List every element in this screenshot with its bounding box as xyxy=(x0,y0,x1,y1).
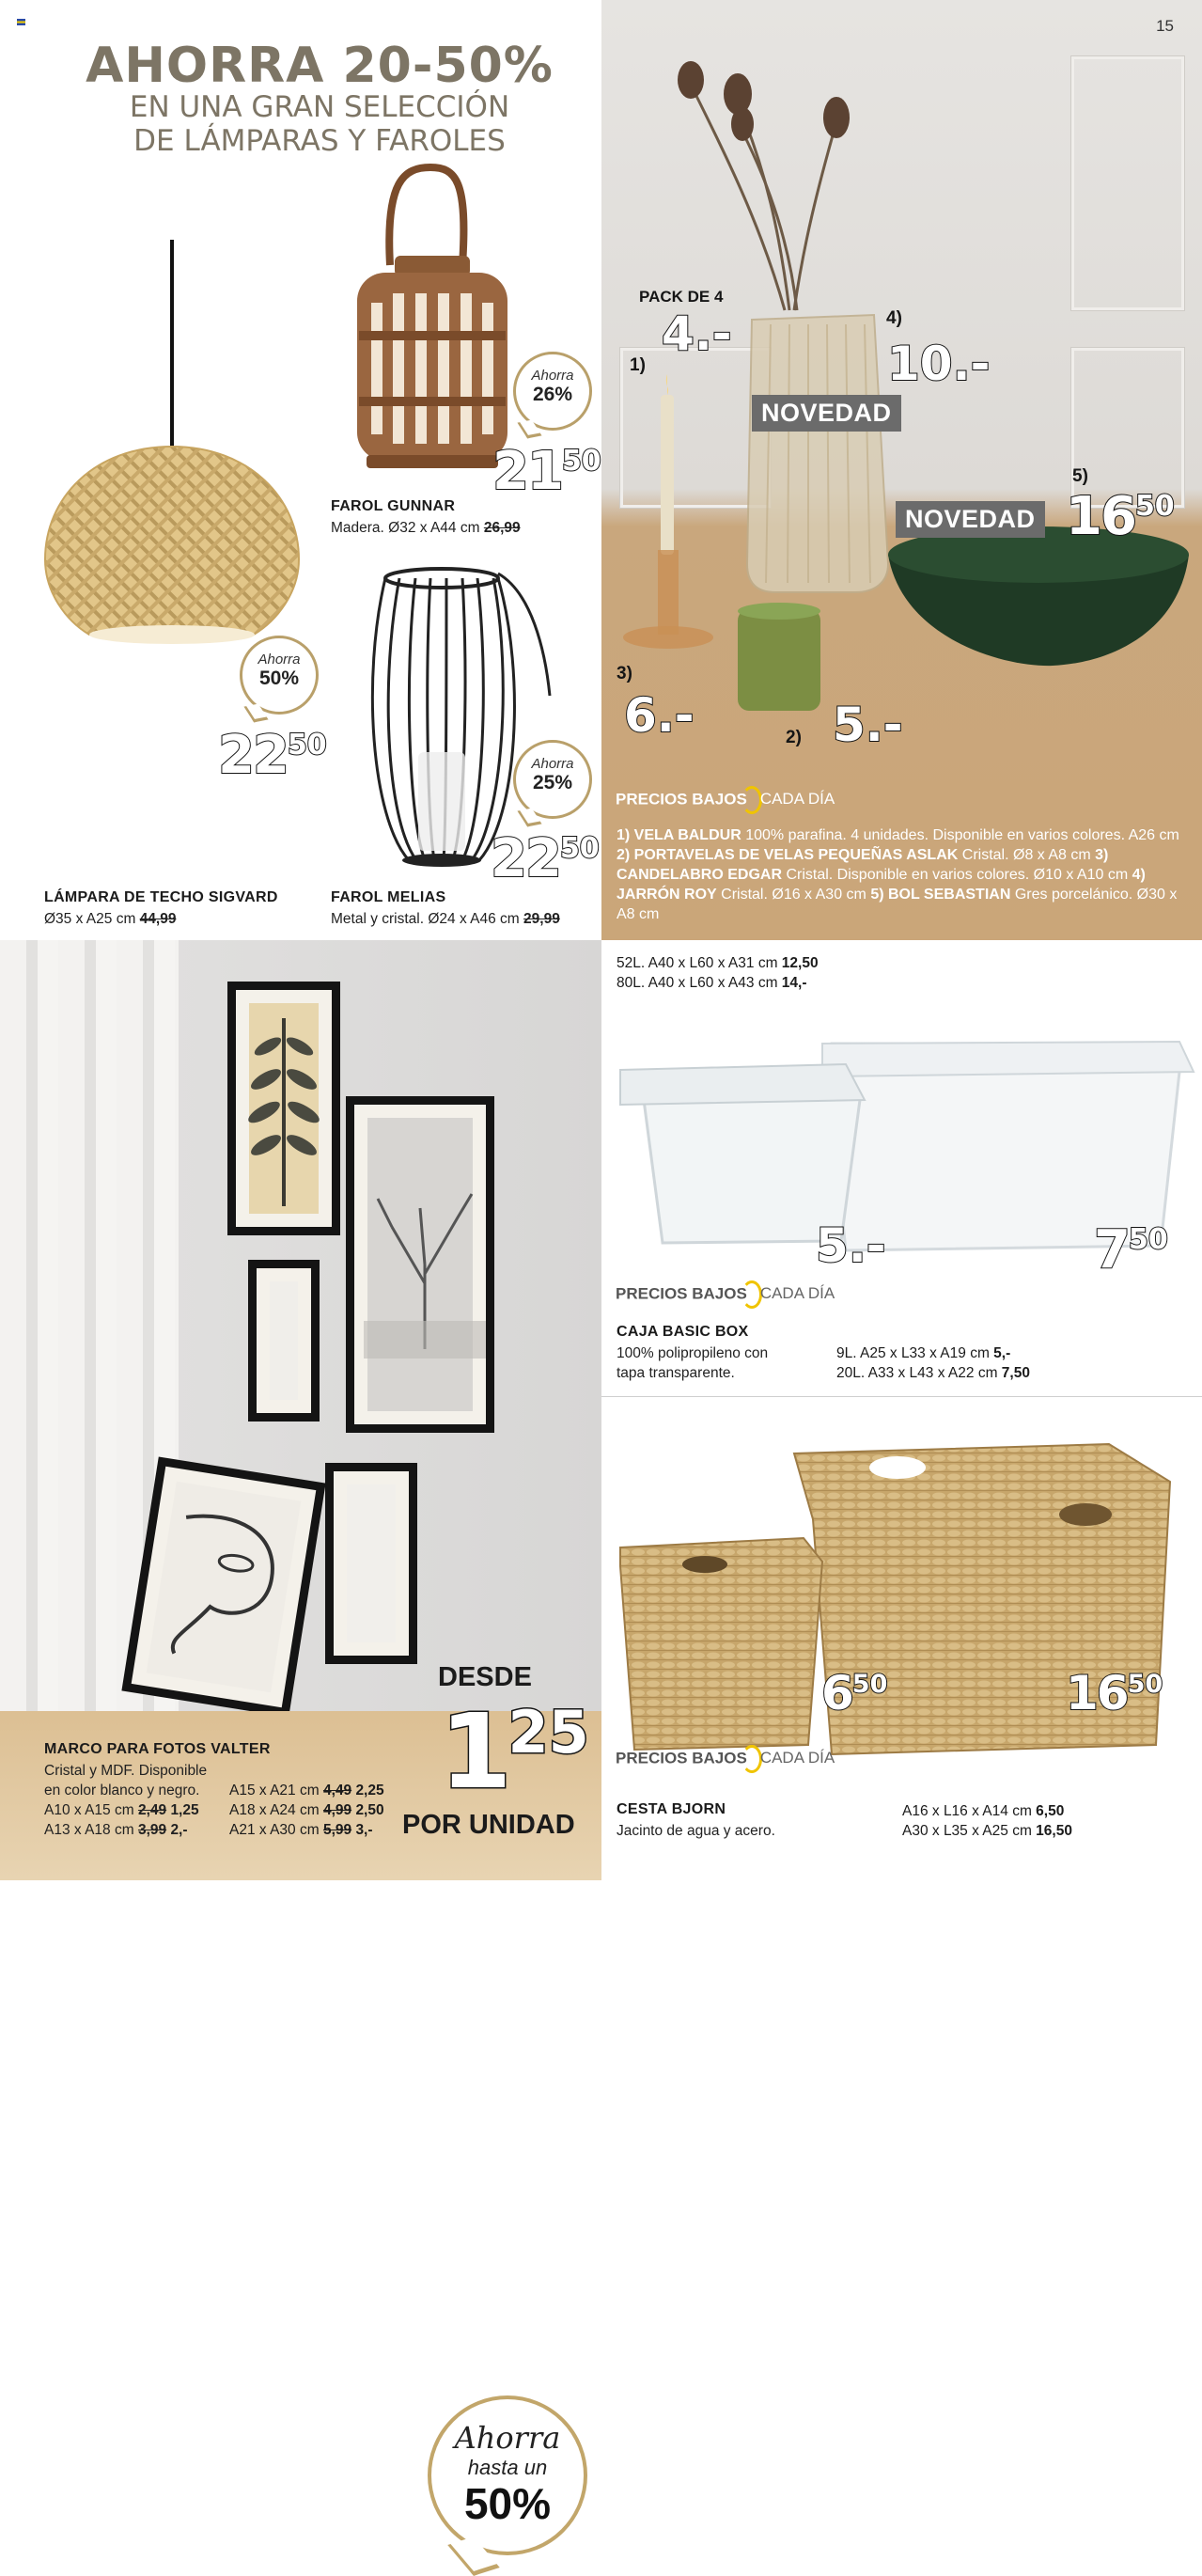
d5-title: 5) BOL SEBASTIAN xyxy=(870,887,1011,903)
basket-title: CESTA BJORN xyxy=(617,1801,726,1817)
lamps-subline-1: EN UNA GRAN SELECCIÓN xyxy=(129,90,510,124)
melias-badge-word: Ahorra xyxy=(531,756,574,772)
box-big-dec: 50 xyxy=(1128,1223,1168,1256)
melias-title: FAROL MELIAS xyxy=(331,889,446,905)
basket-big-dec: 50 xyxy=(1127,1670,1163,1699)
gunnar-price-dec: 50 xyxy=(561,445,601,478)
melias-price xyxy=(491,828,600,889)
low-prices-b-room: CADA DÍA xyxy=(759,790,835,809)
sigvard-price-dec: 50 xyxy=(287,729,327,762)
basket-small-dec: 50 xyxy=(851,1670,888,1699)
lamps-headline: AHORRA 20-50% xyxy=(86,38,554,94)
gunnar-lantern-image[interactable] xyxy=(348,162,517,481)
frames-panel xyxy=(0,940,601,2528)
price-item5 xyxy=(1066,486,1175,547)
low-prices-a-room: PRECIOS BAJOS xyxy=(616,790,747,809)
melias-desc xyxy=(331,909,560,929)
box-desc-2: tapa transparente. xyxy=(617,1365,735,1381)
novedad-badge-bowl: NOVEDAD xyxy=(896,501,1045,538)
frames-row-l1: A13 x A18 cm 3,99 2,- xyxy=(44,1822,188,1838)
box-small-price: 5.- xyxy=(816,1218,886,1273)
melias-save-badge xyxy=(513,740,592,819)
badge-line1: Ahorra xyxy=(454,2420,561,2456)
basket-big-price xyxy=(1066,1666,1163,1720)
sigvard-dimensions: Ø35 x A25 cm xyxy=(44,911,136,927)
d5-text: Gres porcelánico. Ø30 x A8 cm xyxy=(617,887,1178,922)
ring-icon xyxy=(741,1745,762,1773)
lamps-panel xyxy=(0,0,601,940)
low-prices-label-basket xyxy=(616,1745,835,1773)
frame-leaf[interactable] xyxy=(227,982,340,1235)
box-size-20: 20L. A33 x L43 x A22 cm xyxy=(836,1365,998,1381)
gunnar-title: FAROL GUNNAR xyxy=(331,498,456,514)
lamps-subline-2: DE LÁMPARAS Y FAROLES xyxy=(133,124,506,158)
basket-desc: Jacinto de agua y acero. xyxy=(617,1823,775,1839)
page-number: 15 xyxy=(1156,17,1174,35)
novedad-badge-vase: NOVEDAD xyxy=(752,395,901,432)
box-title: CAJA BASIC BOX xyxy=(617,1324,749,1340)
basket-price-big: 16,50 xyxy=(1036,1823,1072,1839)
basket-panel xyxy=(601,1397,1202,1880)
sigvard-lamp-image[interactable] xyxy=(38,235,310,649)
frame-tree[interactable] xyxy=(346,1096,494,1433)
frames-title: MARCO PARA FOTOS VALTER xyxy=(44,1741,271,1757)
sigvard-badge-pct: 50% xyxy=(258,668,300,689)
frames-rows-right xyxy=(229,1781,384,1840)
gunnar-price-int: 21 xyxy=(492,441,562,502)
pack-label: PACK DE 4 xyxy=(639,288,724,306)
sigvard-title: LÁMPARA DE TECHO SIGVARD xyxy=(44,889,278,905)
frames-row-r2: A21 x A30 cm 5,99 3,- xyxy=(229,1822,373,1838)
box-desc xyxy=(617,1343,768,1383)
frames-row-r1: A18 x A24 cm 4,99 2,50 xyxy=(229,1802,384,1818)
box-price-9: 5,- xyxy=(993,1345,1011,1361)
price-item2: 5.- xyxy=(833,698,903,752)
lamps-subline xyxy=(56,90,583,158)
gunnar-badge-word: Ahorra xyxy=(531,368,574,384)
low-prices-a-box: PRECIOS BAJOS xyxy=(616,1284,747,1303)
storage-box-panel xyxy=(601,940,1202,1396)
melias-price-int: 22 xyxy=(491,828,560,889)
sigvard-desc xyxy=(44,909,176,929)
sigvard-price xyxy=(218,725,327,786)
d1-title: 1) VELA BALDUR xyxy=(617,827,741,843)
basket-big-int: 16 xyxy=(1066,1666,1128,1720)
d3-text: Cristal. Disponible en varios colores. Ø10 x A10 cm xyxy=(786,867,1129,883)
frame-flower[interactable] xyxy=(325,1463,417,1664)
melias-badge-pct: 25% xyxy=(532,772,573,793)
box-big-price xyxy=(1094,1219,1168,1280)
box-big-int: 7 xyxy=(1094,1219,1129,1280)
price-item5-int: 16 xyxy=(1066,486,1135,547)
price-item4: 10.- xyxy=(887,337,991,391)
frames-row-r0: A15 x A21 cm 4,49 2,25 xyxy=(229,1783,384,1798)
box-size-9: 9L. A25 x L33 x A19 cm xyxy=(836,1345,990,1361)
low-prices-label-box xyxy=(616,1280,835,1309)
ring-icon xyxy=(741,1280,762,1309)
box-sizes xyxy=(836,1343,1030,1383)
decor-panel xyxy=(601,0,1202,940)
d2-title: 2) PORTAVELAS DE VELAS PEQUEÑAS ASLAK xyxy=(617,847,959,863)
ring-icon xyxy=(741,786,762,814)
d4-text: Cristal. Ø16 x A30 cm xyxy=(721,887,866,903)
frames-price-dec: 25 xyxy=(507,1698,589,1767)
d4-title: 4) JARRÓN ROY xyxy=(617,867,1146,903)
num-item5: 5) xyxy=(1072,466,1088,486)
flag-icon xyxy=(17,19,25,25)
low-prices-b-box: CADA DÍA xyxy=(759,1284,835,1303)
num-item2: 2) xyxy=(786,728,802,747)
basket-small-int: 6 xyxy=(821,1666,852,1720)
gunnar-badge-pct: 26% xyxy=(532,384,573,405)
frames-row-l0: A10 x A15 cm 2,49 1,25 xyxy=(44,1802,199,1818)
price-item3: 6.- xyxy=(624,688,695,743)
box-size-52: 52L. A40 x L60 x A31 cm xyxy=(617,955,778,971)
low-prices-label-room xyxy=(616,786,835,814)
tree-art-icon xyxy=(364,1170,486,1359)
melias-price-dec: 50 xyxy=(559,832,600,865)
d1-text: 100% parafina. 4 unidades. Disponible en varios colores. A26 cm xyxy=(745,827,1179,843)
sigvard-old-price: 44,99 xyxy=(139,911,177,927)
save-up-to-badge xyxy=(428,2395,587,2555)
badge-line3: 50% xyxy=(463,2479,552,2528)
badge-line2: hasta un xyxy=(467,2456,548,2479)
d2-text: Cristal. Ø8 x A8 cm xyxy=(961,847,1091,863)
basket-price-small: 6,50 xyxy=(1036,1803,1065,1819)
decor-descriptions xyxy=(617,825,1192,924)
frames-desc-2: en color blanco y negro. xyxy=(44,1783,200,1798)
frames-desc-1: Cristal y MDF. Disponible xyxy=(44,1763,208,1779)
gunnar-save-badge xyxy=(513,352,592,431)
frames-price xyxy=(440,1691,589,1812)
low-prices-b-basket: CADA DÍA xyxy=(759,1749,835,1767)
from-label: DESDE xyxy=(438,1662,532,1692)
sigvard-badge-word: Ahorra xyxy=(258,652,301,668)
basket-sizes xyxy=(902,1801,1072,1841)
basket-size-big: A30 x L35 x A25 cm xyxy=(902,1823,1032,1839)
box-price-80: 14,- xyxy=(781,975,807,991)
sigvard-price-int: 22 xyxy=(218,725,288,786)
gunnar-old-price: 26,99 xyxy=(483,520,521,536)
box-size-80: 80L. A40 x L60 x A43 cm xyxy=(617,975,778,991)
price-item5-dec: 50 xyxy=(1134,490,1175,523)
per-unit-label: POR UNIDAD xyxy=(402,1810,575,1840)
num-item4: 4) xyxy=(886,308,902,328)
basket-size-small: A16 x L16 x A14 cm xyxy=(902,1803,1032,1819)
gunnar-price xyxy=(492,441,601,502)
box-desc-1: 100% polipropileno con xyxy=(617,1345,769,1361)
basket-small-price xyxy=(821,1666,888,1720)
gunnar-dimensions: Madera. Ø32 x A44 cm xyxy=(331,520,480,536)
leaf-art-icon xyxy=(249,1009,320,1216)
frames-desc xyxy=(44,1761,207,1840)
num-item1: 1) xyxy=(630,355,646,375)
box-top-sizes xyxy=(617,953,819,993)
box-price-20: 7,50 xyxy=(1001,1365,1030,1381)
box-price-52: 12,50 xyxy=(781,955,819,971)
melias-old-price: 29,99 xyxy=(523,911,560,927)
frame-face[interactable] xyxy=(121,1456,325,1717)
sigvard-save-badge xyxy=(240,636,319,715)
low-prices-a-basket: PRECIOS BAJOS xyxy=(616,1749,747,1767)
gunnar-desc xyxy=(331,518,521,538)
d3-title: 3) CANDELABRO EDGAR xyxy=(617,847,1109,883)
num-item3: 3) xyxy=(617,664,632,683)
frame-plant-small[interactable] xyxy=(248,1260,320,1422)
frames-price-int: 1 xyxy=(440,1691,508,1812)
price-item1: 4.- xyxy=(662,306,732,361)
melias-dimensions: Metal y cristal. Ø24 x A46 cm xyxy=(331,911,520,927)
